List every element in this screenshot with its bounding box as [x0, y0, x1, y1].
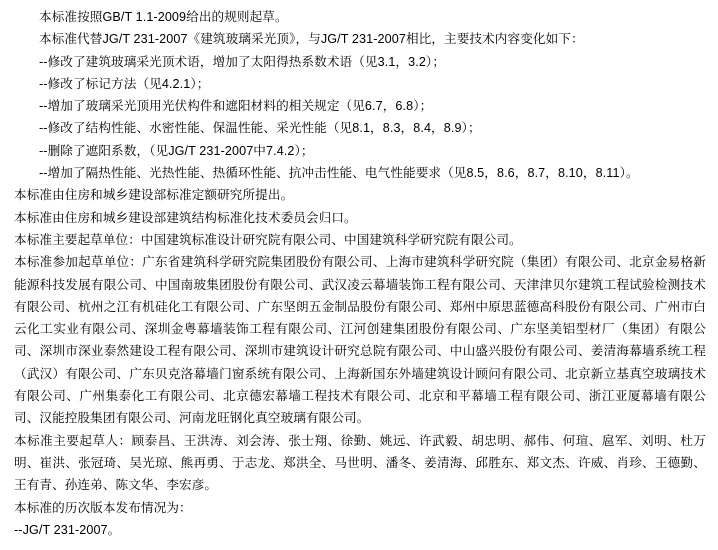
document-paragraph: --JG/T 231-2007。: [14, 522, 121, 537]
document-paragraph: --修改了结构性能、水密性能、保温性能、采光性能（见8.1，8.3，8.4，8.9）；: [39, 121, 481, 136]
document-paragraph: --删除了遮阳系数，（见JG/T 231-2007中7.4.2）；: [39, 143, 314, 158]
document-paragraph: 本标准的历次版本发布情况为：: [14, 500, 192, 515]
document-paragraph: 本标准由住房和城乡建设部建筑结构标准化技术委员会归口。: [14, 210, 357, 225]
document-paragraph: --修改了标记方法（见4.2.1）；: [39, 76, 210, 91]
document-paragraph: --增加了隔热性能、光热性能、热循环性能、抗冲击性能、电气性能要求（见8.5，8.6，8.7，8.10，8.11）。: [39, 166, 639, 181]
document-paragraph: 本标准主要起草单位：中国建筑标准设计研究院有限公司、中国建筑科学研究院有限公司。: [14, 232, 522, 247]
document-paragraph: --增加了玻璃采光顶用光伏构件和遮阳材料的相关规定（见6.7，6.8）；: [39, 99, 433, 114]
document-paragraph: 本标准代替JG/T 231-2007《建筑玻璃采光顶》，与JG/T 231-2007相比，主要技术内容变化如下：: [39, 32, 584, 47]
document-paragraph: 本标准按照GB/T 1.1-2009给出的规则起草。: [39, 10, 288, 24]
document-paragraph: 本标准参加起草单位：广东省建筑科学研究院集团股份有限公司、上海市建筑科学研究院（集团）有限公司、北京金易格新能源科技发展有限公司、中国南玻集团股份有限公司、武汉凌云幕墙装饰工程有限公司、天津津贝尔建筑工程试验检测技术有限公司、杭州之江有机硅化工有限公司、广东坚朗五金制品股份有限公司、郑州中原思蓝德高科股份有限公司、广州市白云化工实业有限公司、深圳金粤幕墙装饰工程有限公司、江河创建集团股份有限公司、广东坚美铝型材厂（集团）有限公司、深圳市深业泰然建设工程有限公司、深圳市建筑设计研究总院有限公司、中山盛兴股份有限公司、姜清海幕墙系统工程（武汉）有限公司、广东贝克洛幕墙门窗系统有限公司、上海新国东外墙建筑设计顾问有限公司、北京新立基真空玻璃技术有限公司、广州集泰化工有限公司、北京德宏幕墙工程技术有限公司、北京和平幕墙工程有限公司、浙江亚厦幕墙有限公司、汉能控股集团有限公司、河南龙旺钢化真空玻璃有限公司。: [14, 255, 706, 426]
document-paragraph: 本标准由住房和城乡建设部标准定额研究所提出。: [14, 188, 294, 203]
document-paragraph: --修改了建筑玻璃采光顶术语，增加了太阳得热系数术语（见3.1，3.2）；: [39, 54, 446, 69]
document-paragraph: 本标准主要起草人：顾泰昌、王洪涛、刘会涛、张士翔、徐勤、姚远、许武毅、胡忠明、郝伟、何瑄、扈军、刘明、杜万明、崔洪、张冠琦、吴光琼、熊再勇、于志龙、郑洪全、马世明、潘冬、姜清海、邱胜东、郑文杰、许威、肖珍、王德勤、王有青、孙连弟、陈文华、李宏彦。: [14, 433, 706, 493]
